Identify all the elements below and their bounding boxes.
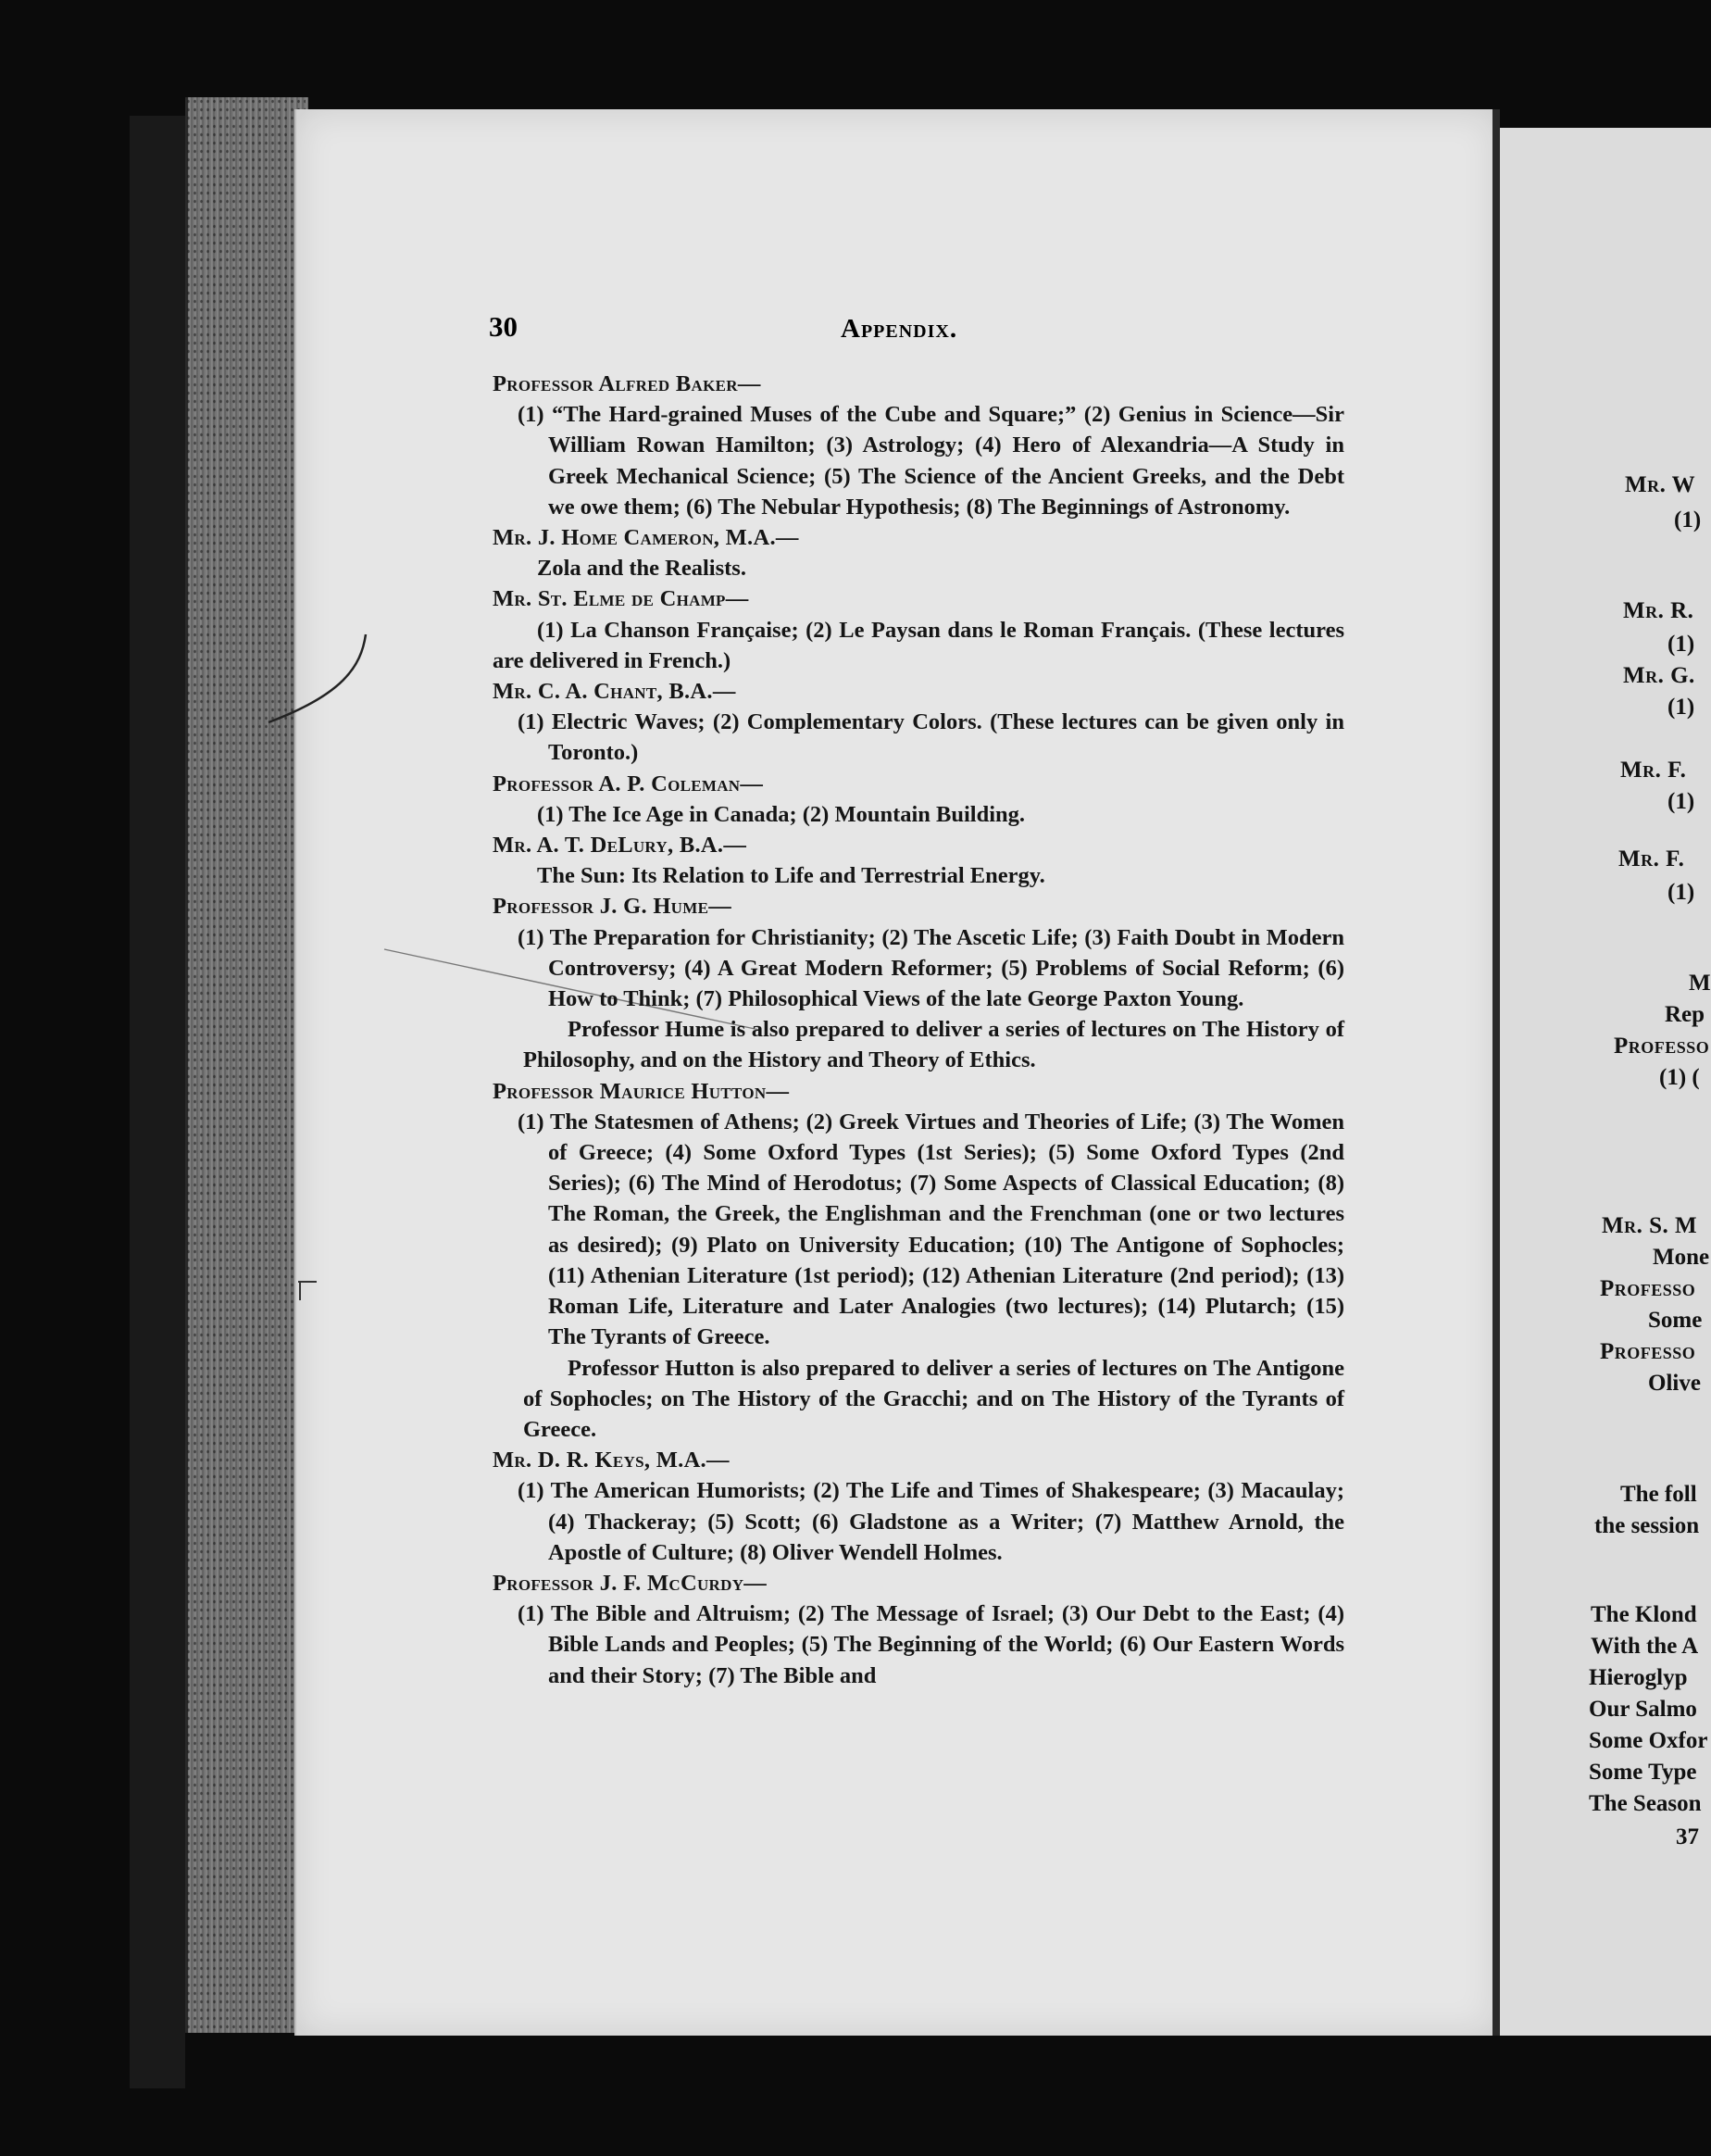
page-number: 30 [489, 310, 518, 343]
facing-line: Mr. G. [1623, 663, 1695, 688]
facing-line: Professo [1600, 1339, 1696, 1364]
facing-line: Mone [1653, 1245, 1710, 1270]
speaker-heading: Mr. A. T. DeLury, B.A.— [493, 833, 747, 859]
facing-line: Professo [1600, 1276, 1696, 1301]
lecture-topics: (1) La Chanson Française; (2) Le Paysan dans le Roman Français. (These lectures are delivered in French.) [493, 617, 1344, 673]
speaker-heading: Mr. J. Home Cameron, M.A.— [493, 525, 799, 551]
lecture-list [493, 369, 1344, 1691]
speaker-heading: Mr. C. A. Chant, B.A.— [493, 679, 736, 705]
speaker-heading: Mr. D. R. Keys, M.A.— [493, 1448, 730, 1473]
book-binding-edge [130, 116, 185, 2088]
facing-line: (1) ( [1659, 1065, 1700, 1090]
facing-line: The Season [1589, 1791, 1702, 1816]
bracket-mark [294, 1278, 322, 1306]
facing-line: Some Oxfor [1589, 1728, 1708, 1753]
facing-line: (1) [1674, 508, 1702, 533]
facing-line: Mr. S. M [1602, 1213, 1698, 1238]
facing-line: Some [1648, 1308, 1703, 1333]
facing-line: Professo [1614, 1034, 1710, 1059]
facing-line: Hieroglyp [1589, 1665, 1688, 1690]
facing-line: Our Salmo [1589, 1697, 1697, 1722]
facing-line: (1) [1667, 695, 1695, 720]
facing-line: Some Type [1589, 1760, 1697, 1785]
facing-line: The foll [1620, 1482, 1697, 1507]
page-gutter [1492, 109, 1500, 2036]
facing-page [1500, 128, 1711, 2036]
facing-line: 37 [1676, 1824, 1699, 1849]
facing-line: The Klond [1591, 1602, 1697, 1627]
facing-line: Mr. F. [1620, 758, 1687, 783]
lecture-note: Professor Hutton is also prepared to deliver a series of lectures on The Antigone of Sophocles; on The History of the Gracchi; and on The History of the Tyrants of Greece. [523, 1355, 1344, 1442]
facing-line: (1) [1667, 880, 1695, 905]
lecture-note: Professor Hume is also prepared to deliver a series of lectures on The History of Philosophy, and on the History and Theory of Ethics. [523, 1017, 1344, 1073]
ink-stroke-mark [259, 630, 380, 732]
facing-line: (1) [1667, 632, 1695, 657]
lecture-topics: The Sun: Its Relation to Life and Terrestrial Energy. [537, 863, 1045, 889]
facing-line: (1) [1667, 789, 1695, 814]
lecture-topics: (1) Electric Waves; (2) Complementary Colors. (These lectures can be given only in Toronto.) [518, 709, 1344, 766]
facing-line: Mr. W [1625, 472, 1696, 497]
page-header [489, 310, 1341, 347]
facing-line: Mr. F. [1618, 846, 1685, 871]
lecture-topics: (1) The Preparation for Christianity; (2) The Ascetic Life; (3) Faith Doubt in Modern Controversy; (4) A Great Modern Reformer; (5) Problems of Social Reform; (6) How to Think; (7) Philosophical Views of the late George Paxton Young. [518, 924, 1344, 1012]
running-head: Appendix. [841, 314, 958, 344]
lecture-topics: (1) The Statesmen of Athens; (2) Greek Virtues and Theories of Life; (3) The Women of Greece; (4) Some Oxford Types (1st Series); (5) Some Oxford Types (2nd Series); (6) The Mind of Herodotus; (7) Some Aspects of Classical Education; (8) The Roman, the Greek, the Englishman and the Frenchman (one or two lectures as desired); (9) Plato on University Education; (10) The Antigone of Sophocles; (11) Athenian Literature (1st period); (12) Athenian Literature (2nd period); (13) Roman Life, Literature and Later Analogies (two lectures); (14) Plutarch; (15) The Tyrants of Greece. [518, 1109, 1344, 1350]
facing-line: the session [1594, 1513, 1700, 1538]
facing-line: Mr. R. [1623, 598, 1694, 623]
speaker-heading: Professor Alfred Baker— [493, 371, 761, 396]
facing-line: With the A [1591, 1634, 1699, 1659]
speaker-heading: Mr. St. Elme de Champ— [493, 586, 749, 612]
lecture-topics: (1) “The Hard-grained Muses of the Cube and Square;” (2) Genius in Science—Sir William Rowan Hamilton; (3) Astrology; (4) Hero of Alexandria—A Study in Greek Mechanical Science; (5) The Science of the Ancient Greeks, and the Debt we owe them; (6) The Nebular Hypothesis; (8) The Beginnings of Astronomy. [518, 402, 1344, 520]
speaker-heading: Professor A. P. Coleman— [493, 771, 764, 796]
lecture-topics: (1) The Ice Age in Canada; (2) Mountain Building. [537, 801, 1026, 827]
speaker-heading: Professor J. G. Hume— [493, 894, 732, 920]
facing-line: Rep [1665, 1002, 1705, 1027]
facing-line: Olive [1648, 1371, 1701, 1396]
speaker-heading: Professor Maurice Hutton— [493, 1078, 790, 1104]
speaker-heading: Professor J. F. McCurdy— [493, 1570, 768, 1596]
facing-line: M [1689, 971, 1711, 996]
page-edge-speckle [185, 97, 306, 2033]
lecture-topics: (1) The Bible and Altruism; (2) The Message of Israel; (3) Our Debt to the East; (4) Bible Lands and Peoples; (5) The Beginning of the World; (6) Our Eastern Words and their Story; (7) The Bible and [518, 1601, 1344, 1688]
lecture-topics: Zola and the Realists. [537, 556, 746, 582]
lecture-topics: (1) The American Humorists; (2) The Life and Times of Shakespeare; (3) Macaulay; (4) Thackeray; (5) Scott; (6) Gladstone as a Writer; (7) Matthew Arnold, the Apostle of Culture; (8) Oliver Wendell Holmes. [518, 1478, 1344, 1565]
